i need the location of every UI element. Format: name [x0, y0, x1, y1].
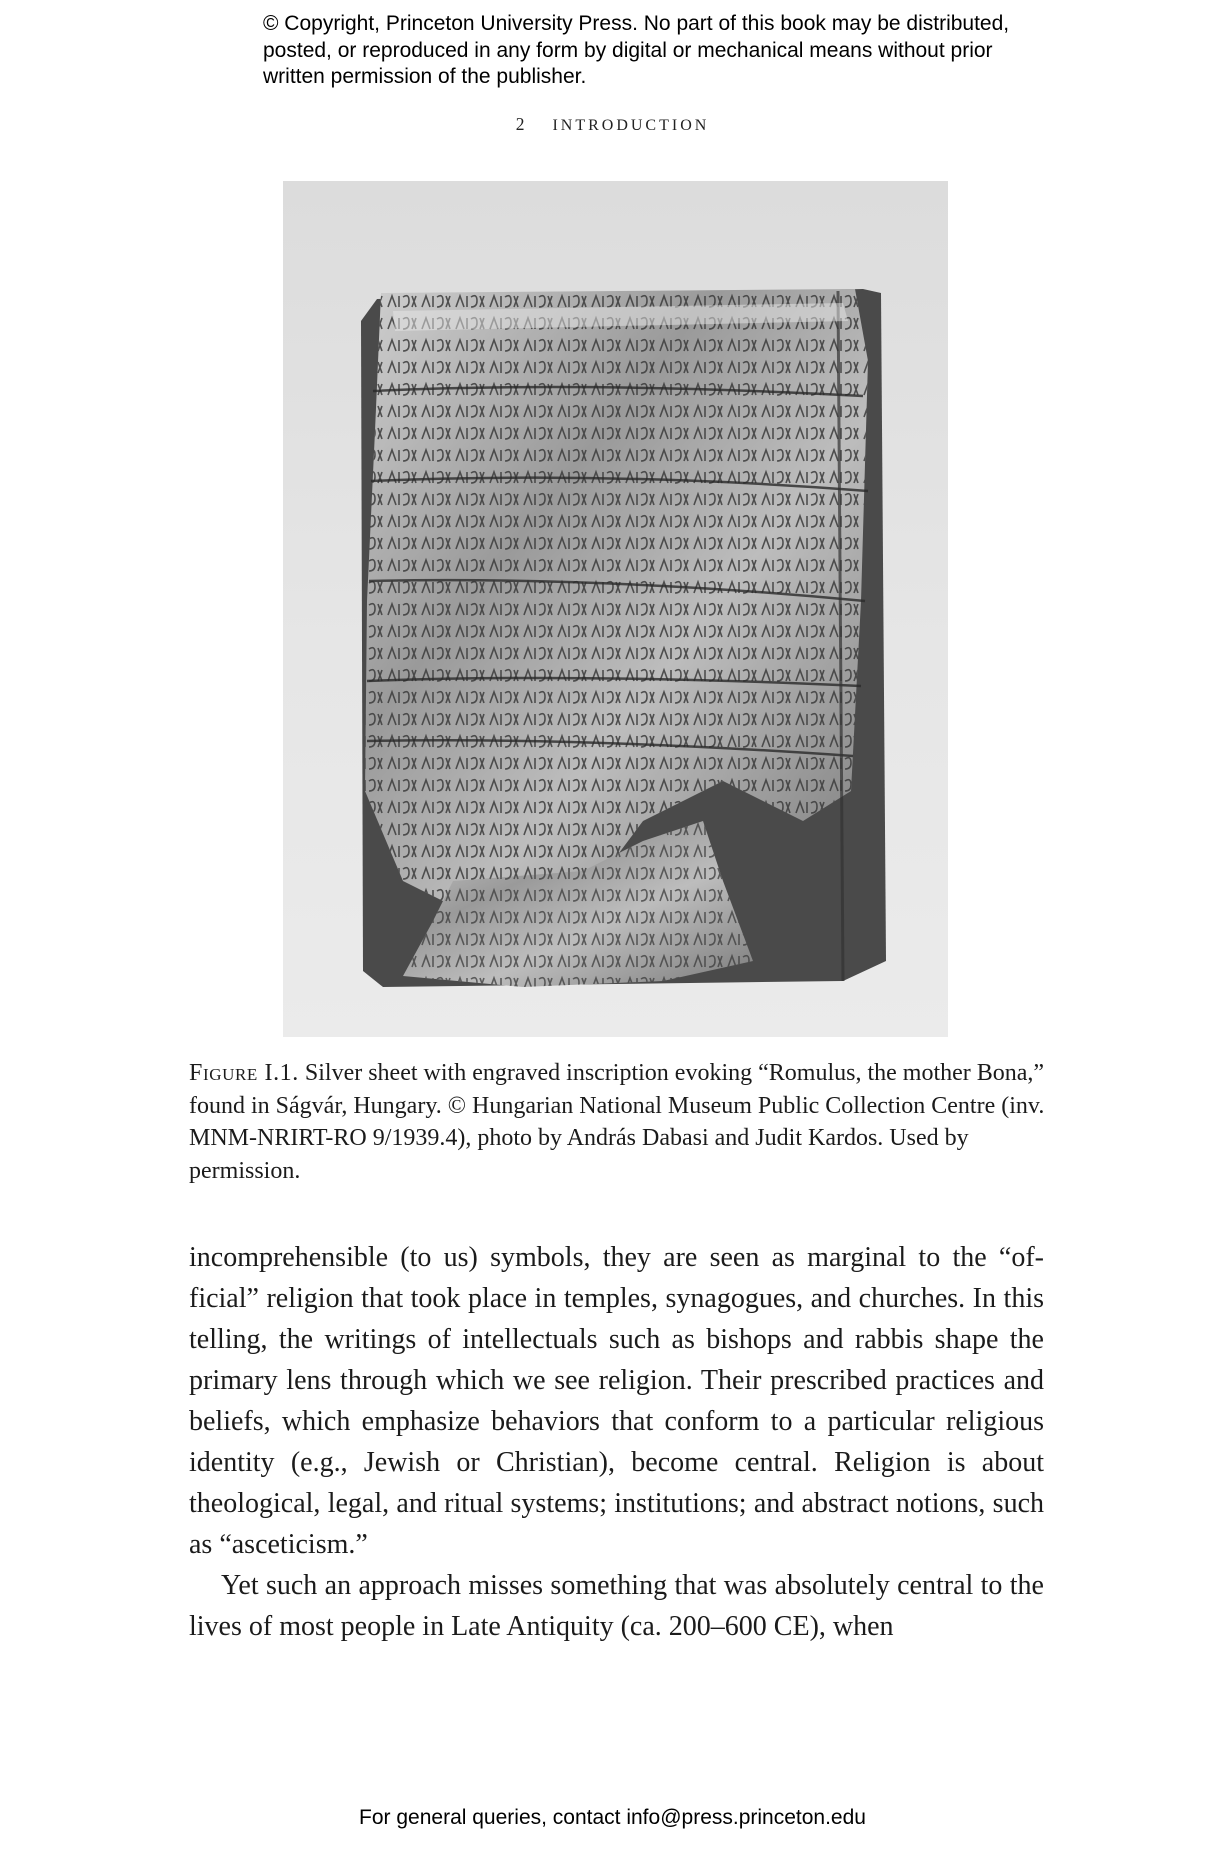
- page-number: 2: [515, 114, 525, 134]
- figure-photo-silver-sheet: [283, 181, 948, 1037]
- silver-sheet-illustration: [283, 181, 948, 1037]
- section-title: INTRODUCTION: [552, 117, 710, 134]
- body-paragraph-2: Yet such an approach misses something that was absolutely central to the lives of most people in Late Antiquity (ca. 200–600 CE), when: [189, 1570, 1044, 1642]
- figure-caption-text: Silver sheet with engraved inscription evoking “Romulus, the mother Bona,” found in Ságvár, Hungary. © Hungarian National Museum Public Collection Centre (inv. MNM-NRIRT-RO 9/1939.4), photo by András Dabasi and Judit Kardos. Used by permission.: [189, 1060, 1045, 1184]
- footer-contact: For general queries, contact info@press.princeton.edu: [359, 1806, 866, 1829]
- copyright-notice: © Copyright, Princeton University Press. No part of this book may be distributed, posted, or reproduced in any form by digital or mechanical means without prior written permission of the publisher.: [263, 12, 1010, 88]
- body-text: [189, 1237, 1044, 1647]
- body-paragraph-1: incomprehensible (to us) symbols, they are seen as marginal to the “official” religion that took place in temples, synagogues, and churches. In this telling, the writings of intellectuals such as bishops and rabbis shape the primary lens through which we see religion. Their prescribed practices and beliefs, which emphasize behaviors that conform to a particular religious identity (e.g., Jewish or Christian), become central. Religion is about theological, legal, and ritual systems; institutions; and abstract notions, such as “asceticism.”: [189, 1242, 1044, 1560]
- figure-caption-label: Figure I.1.: [189, 1060, 299, 1086]
- running-head: [0, 114, 1225, 135]
- figure-caption: [189, 1057, 1049, 1187]
